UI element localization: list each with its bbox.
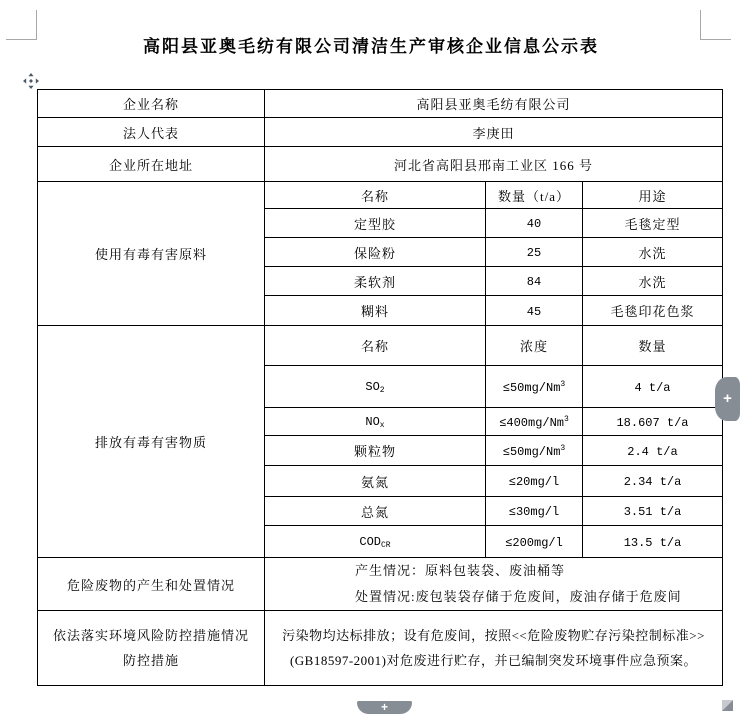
row-label: 企业名称 [122, 97, 179, 112]
plus-icon: + [723, 390, 732, 407]
material-qty: 84 [526, 275, 542, 289]
emission-name: 总氮 [360, 504, 389, 520]
emission-name-cell[interactable] [265, 408, 486, 436]
side-add-button[interactable] [715, 377, 740, 421]
table-row [38, 182, 723, 209]
emission-conc: ≤30mg/l [508, 505, 560, 519]
risk-label-line-1: 依法落实环境风险防控措施情况 [52, 628, 249, 643]
emission-conc: ≤200mg/l [505, 535, 563, 550]
emission-name: 颗粒物 [353, 444, 396, 459]
table-row [38, 118, 723, 147]
header-cell-material-name[interactable] [265, 182, 486, 209]
material-qty-cell[interactable] [486, 296, 583, 326]
emission-name-cell[interactable] [265, 497, 486, 526]
value-cell-legal-representative[interactable] [265, 118, 723, 147]
material-qty: 40 [526, 217, 542, 231]
header-text: 数量（t/a） [498, 188, 570, 204]
material-use-cell[interactable] [583, 209, 723, 238]
emission-conc-cell[interactable] [486, 466, 583, 497]
material-qty: 25 [526, 246, 542, 260]
bottom-add-button[interactable] [357, 701, 412, 714]
section-label-text: 排放有毒有害物质 [94, 435, 207, 450]
material-qty-cell[interactable] [486, 238, 583, 267]
plus-icon: + [380, 700, 388, 714]
emission-qty-cell[interactable] [583, 408, 723, 436]
section-label-text: 使用有毒有害原料 [94, 247, 207, 262]
header-text: 用途 [638, 188, 667, 204]
material-name-cell[interactable] [265, 238, 486, 267]
row-value: 高阳县亚奥毛纺有限公司 [416, 97, 571, 112]
row-label: 危险废物的产生和处置情况 [66, 577, 235, 593]
material-use: 毛毯定型 [624, 216, 681, 232]
label-cell-hazardous-waste[interactable] [38, 558, 265, 611]
material-qty-cell[interactable] [486, 209, 583, 238]
emission-qty: 2.34 t/a [623, 475, 682, 489]
emission-conc: $\le 400mg/Nm^3$ [499, 414, 569, 430]
emission-conc-cell[interactable] [486, 436, 583, 466]
section-label-raw-materials[interactable] [38, 182, 265, 326]
label-cell-legal-representative[interactable] [38, 118, 265, 147]
material-use-cell[interactable] [583, 267, 723, 296]
material-qty: 45 [526, 304, 542, 319]
material-use-cell[interactable] [583, 238, 723, 267]
emission-name-cell[interactable] [265, 366, 486, 408]
table-row [38, 611, 723, 686]
hazard-line-2: 处置情况:废包装袋存储于危废间，废油存储于危废间 [355, 589, 682, 604]
emission-conc-cell[interactable] [486, 497, 583, 526]
material-name-cell[interactable] [265, 296, 486, 326]
info-table [37, 89, 723, 686]
material-name: 柔软剂 [353, 274, 396, 290]
table-row [38, 90, 723, 118]
row-value: 李庚田 [472, 125, 515, 141]
material-use-cell[interactable] [583, 296, 723, 326]
emission-conc: $\le 50mg/Nm^3$ [502, 379, 566, 395]
label-cell-address[interactable] [38, 147, 265, 182]
value-cell-address[interactable] [265, 147, 723, 182]
material-use: 毛毯印花色浆 [610, 304, 695, 319]
header-text: 数量 [638, 339, 667, 354]
emission-qty: 4 t/a [634, 380, 671, 395]
material-use: 水洗 [638, 245, 667, 261]
section-label-emissions[interactable] [38, 326, 265, 558]
header-cell-emission-qty[interactable] [583, 326, 723, 366]
hazard-line-1: 产生情况：原料包装袋、废油桶等 [355, 563, 566, 578]
row-label: 企业所在地址 [108, 157, 193, 173]
emission-name: $NO_x$ [365, 415, 385, 430]
emission-qty-cell[interactable] [583, 366, 723, 408]
emission-qty: 13.5 t/a [623, 535, 682, 550]
emission-qty: 18.607 t/a [616, 415, 689, 430]
header-text: 浓度 [519, 339, 548, 354]
emission-name: 氨氮 [360, 474, 389, 490]
material-name: 保险粉 [353, 245, 396, 261]
header-text: 名称 [360, 188, 389, 204]
emission-qty-cell[interactable] [583, 497, 723, 526]
row-value: 河北省高阳县邢南工业区 166 号 [393, 157, 593, 173]
label-cell-risk-prevention[interactable] [38, 611, 265, 686]
material-name: 糊料 [360, 304, 389, 319]
emission-name-cell[interactable] [265, 466, 486, 497]
emission-qty-cell[interactable] [583, 526, 723, 558]
header-cell-emission-name[interactable] [265, 326, 486, 366]
value-cell-hazardous-waste[interactable] [265, 558, 723, 611]
value-cell-enterprise-name[interactable] [265, 90, 723, 118]
emission-conc: ≤20mg/l [508, 475, 560, 489]
material-qty-cell[interactable] [486, 267, 583, 296]
emission-conc-cell[interactable] [486, 366, 583, 408]
value-cell-risk-prevention[interactable] [265, 611, 723, 686]
table-row [38, 147, 723, 182]
emission-qty-cell[interactable] [583, 466, 723, 497]
emission-name: $SO_2$ [365, 380, 385, 395]
document-title[interactable]: 高阳县亚奥毛纺有限公司清洁生产审核企业信息公示表 [143, 37, 599, 56]
emission-conc-cell[interactable] [486, 526, 583, 558]
table-resize-handle-icon[interactable] [721, 699, 735, 713]
header-cell-material-qty[interactable] [486, 182, 583, 209]
material-name-cell[interactable] [265, 267, 486, 296]
table-row [38, 326, 723, 366]
table-row [38, 558, 723, 611]
emission-name: $COD_{CR}$ [359, 535, 391, 550]
material-use: 水洗 [638, 274, 667, 290]
header-text: 名称 [360, 339, 389, 354]
risk-text: 污染物均达标排放；设有危废间，按照<<危险废物贮存污染控制标准>>(GB18597-2001)对危废进行贮存，并已编制突发环境事件应急预案。 [282, 628, 705, 668]
emission-name-cell[interactable] [265, 526, 486, 558]
emission-conc-cell[interactable] [486, 408, 583, 436]
header-cell-emission-conc[interactable] [486, 326, 583, 366]
emission-qty-cell[interactable] [583, 436, 723, 466]
material-name: 定型胶 [353, 216, 396, 232]
emission-conc: $\le 50mg/Nm^3$ [502, 443, 566, 459]
material-name-cell[interactable] [265, 209, 486, 238]
emission-name-cell[interactable] [265, 436, 486, 466]
header-cell-material-use[interactable] [583, 182, 723, 209]
emission-qty: 2.4 t/a [627, 444, 678, 459]
row-label: 法人代表 [122, 125, 179, 141]
risk-label-line-2: 防控措施 [122, 653, 179, 668]
emission-qty: 3.51 t/a [623, 505, 682, 519]
table-move-handle-icon[interactable] [23, 73, 39, 89]
label-cell-enterprise-name[interactable] [38, 90, 265, 118]
